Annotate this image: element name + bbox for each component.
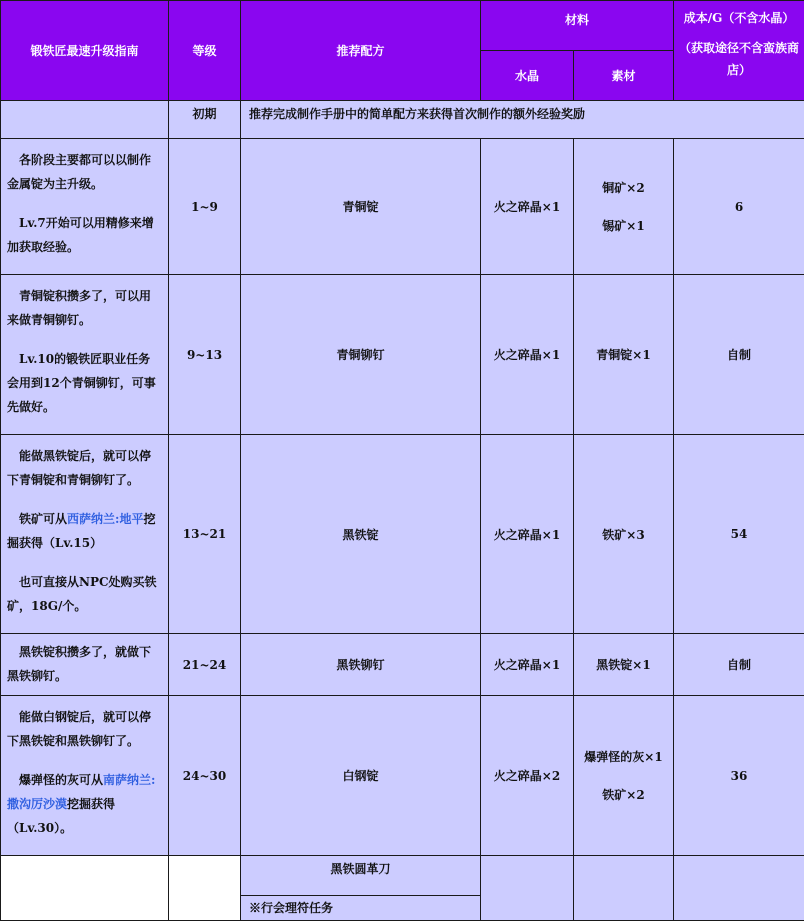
table-row (1, 696, 804, 856)
level-cell: 初期 (169, 101, 241, 139)
recipe-cell (241, 856, 481, 921)
crystal-cell: 火之碎晶×2 (481, 696, 574, 856)
header-materials: 材料 (481, 1, 674, 51)
description-cell: 青铜锭积攒多了，可以用来做青铜铆钉。 Lv.10的锻铁匠职业任务会用到12个青铜铆钉，可事先做好。 (1, 275, 169, 435)
table-row-partial (1, 856, 804, 921)
recipe-cell: 白钢锭 (241, 696, 481, 856)
header-ingredient: 素材 (574, 51, 674, 101)
cost-cell: 6 (674, 139, 804, 275)
header-crystal: 水晶 (481, 51, 574, 101)
recipe-note: ※行会理符任务 (241, 896, 480, 920)
description-cell: 各阶段主要都可以以制作金属锭为主升级。 Lv.7开始可以用精修来增加获取经验。 (1, 139, 169, 275)
cost-cell: 54 (674, 435, 804, 634)
crystal-cell: 火之碎晶×1 (481, 139, 574, 275)
table-row (1, 634, 804, 696)
level-cell: 9~13 (169, 275, 241, 435)
crystal-cell: 火之碎晶×1 (481, 435, 574, 634)
header-recipe: 推荐配方 (241, 1, 481, 101)
recipe-cell: 黑铁铆钉 (241, 634, 481, 696)
header-cost-title: 成本/G（不含水晶） (674, 5, 804, 31)
level-cell: 21~24 (169, 634, 241, 696)
table-row (1, 139, 804, 275)
ingredient-cell: 铁矿×3 (574, 435, 674, 634)
recipe-cell: 青铜铆钉 (241, 275, 481, 435)
location-link[interactable]: 西萨纳兰:地平 (67, 512, 143, 526)
ingredient-cell: 黑铁锭×1 (574, 634, 674, 696)
table-row (1, 275, 804, 435)
description-cell: 能做白钢锭后，就可以停下黑铁锭和黑铁铆钉了。 爆弹怪的灰可从南萨纳兰:撒沟厉沙漠挖掘获得（Lv.30）。 (1, 696, 169, 856)
header-cost-note: （获取途径不含蛮族商店） (674, 31, 804, 81)
recipe-cell: 黑铁锭 (241, 435, 481, 634)
header-guide-title: 锻铁匠最速升级指南 (1, 1, 169, 101)
header-level: 等级 (169, 1, 241, 101)
level-cell: 13~21 (169, 435, 241, 634)
cost-cell: 自制 (674, 634, 804, 696)
description-cell: 黑铁锭积攒多了，就做下黑铁铆钉。 (1, 634, 169, 696)
level-cell: 24~30 (169, 696, 241, 856)
location-link[interactable]: 南萨纳兰:撒沟厉沙漠 (7, 773, 155, 811)
level-cell: 1~9 (169, 139, 241, 275)
recipe-name: 黑铁圆革刀 (241, 856, 480, 896)
crystal-cell: 火之碎晶×1 (481, 275, 574, 435)
header-cost (674, 1, 804, 101)
cost-cell: 自制 (674, 275, 804, 435)
ingredient-cell: 铜矿×2 锡矿×1 (574, 139, 674, 275)
ingredient-cell: 青铜锭×1 (574, 275, 674, 435)
table-row-initial (1, 101, 804, 139)
table-row (1, 435, 804, 634)
recipe-cell: 青铜锭 (241, 139, 481, 275)
crystal-cell: 火之碎晶×1 (481, 634, 574, 696)
initial-note: 推荐完成制作手册中的简单配方来获得首次制作的额外经验奖励 (241, 101, 804, 139)
ingredient-cell: 爆弹怪的灰×1 铁矿×2 (574, 696, 674, 856)
cost-cell: 36 (674, 696, 804, 856)
description-cell: 能做黑铁锭后，就可以停下青铜锭和青铜铆钉了。 铁矿可从西萨纳兰:地平挖掘获得（Lv.15） 也可直接从NPC处购买铁矿，18G/个。 (1, 435, 169, 634)
